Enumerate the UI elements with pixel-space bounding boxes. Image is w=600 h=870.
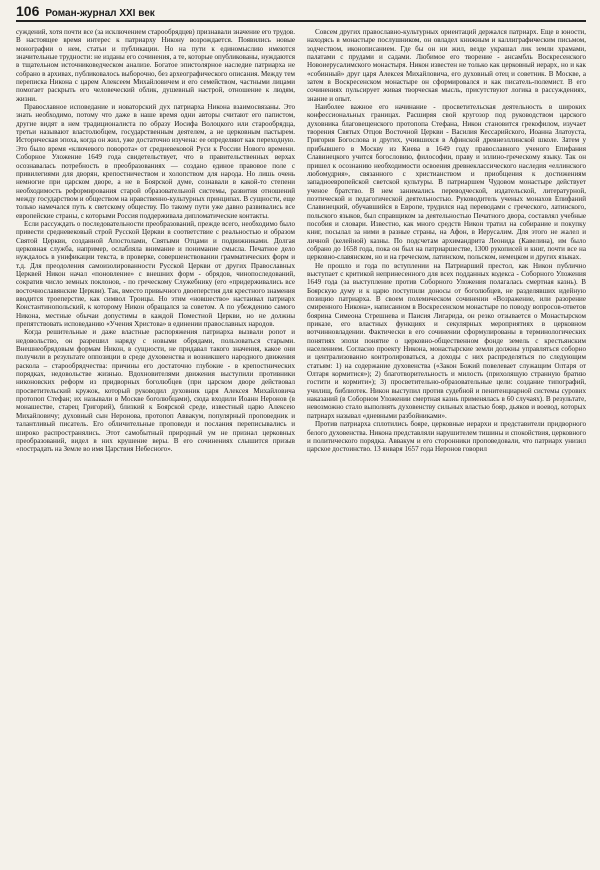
right-column — [307, 28, 586, 864]
paragraph: Наиболее важное его начинание - просветительская деятельность в широких конфессиональных границах. Расширяя свой кругозор под руководством царского духовника благовещенского протопопа Стефана, Никон становится грекофилом, изучает творения Святых Отцов Восточной Церкви - Василия Кессарийского, Иоанна Златоуста, Григория Богослова и других, учившихся в Афинской древнеэллинской школе. Затем у прибывшего в Москву из Киева в 1649 году православного ученого Епифания Славинецкого учится богословию, философии, праву и эллино-греческому языку. Так он пришел к осознанию необходимости освоения древнеклассического наследия «еллинского любомудрия», связанного с христианством и приобщения к достижениям западноевропейской светской культуры. В патриаршем Чудовом монастыре действует ученое братство. В нем занимались переводческой, издательской, литературной, поэтической и педагогической деятельностью. Руководитель ученых монахов Епифаний Славинецкий, обучавшийся в Европе, трудился над переводами с греческого, латинского, польского языков, был справщиком за деятельностью Печатного двора, составлял учебные пособия и словари. Известно, как много средств Никон тратил на собирание и покупку книг, посылал за ними в разные страны, на Афон, в Иерусалим. Для этого не жалел и личной (келейной) казны. По подсчетам архимандрита Леонида (Кавелина), им было собрано до 1658 года, пока он был на патриаршестве, 1300 рукописей и книг, почти все на церковно-славянском, но и на греческом, латинском, польском, немецком и других языках. — [307, 103, 586, 262]
page-header — [16, 4, 586, 22]
paragraph: Совсем других православно-культурных ориентаций держался патриарх. Еще в юности, находясь в монастыре послушником, он овладел книжным и каллиграфическим письмом, зодчеством, иконописанием. Где бы он ни жил, везде украшал лик земли храмами, палатами с прудами и садами. Любимое его творение - ансамбль Воскресенского Новоиерусалимского монастыря. Никон известен не только как церковный иерарх, но и как «собинный» друг царя Алексея Михайловича, его духовный отец и советник. В Москве, а затем в Воскресенском монастыре он сформировался и как писатель-полемист. В его сочинениях пульсирует живая творческая мысль, присутствуют логика в рассуждениях, знание и опыт. — [307, 28, 586, 103]
paragraph: Если рассуждать о последовательности преобразований, прежде всего, необходимо было привести средневековый строй Русской Церкви в соответствие с реальностью и образом Святой Церкви, созданной Апостолами, Святыми Отцами и подвижниками. Долгая церковная служба, например, ослабляла внимание и понимание смысла. Печатное дело нуждалось в унификации текста, в проверке, совершенствовании грамматических форм и т.д. Для преодоления самоизолированности Русской Церкви от других Православных Церквей Никон начал «поновление» с внешних форм - обрядов, чинопоследований, сократив число земных поклонов, - по греческому Служебнику (его «придерживались все восточнославянские Церкви). Так, вместо привычного двоеперстия для крестного знамения вводится троеперстие, как символ Троицы. Но этим «новшество» настаивал патриарх Константинопольский, к которому Никон обращался за советом. А по убеждению самого Никона, местные обычаи допустимы в каждой Поместной Церкви, но не должны препятствовать исповеданию «Учения Христова» в единении православных народов. — [16, 219, 295, 329]
paragraph: Против патриарха сплотились бояре, церковные иерархи и представители придворного белого духовенства. Никона представляли нарушителем тишины и спокойствия, церковного и политического порядка. Аввакум и его сторонники проповедовали, что патриарх унизил царское достоинство. 13 января 1657 года Неронов говорил — [307, 420, 586, 454]
page-number: 106 — [16, 3, 40, 19]
paragraph: Не прошло и года по вступлении на Патриарший престол, как Никон публично выступает с критикой непринесенного для всех подданных кодекса - Соборного Уложения 1649 года (за выступление против Соборного Уложения полагалась смертная казнь). В Боярскую думу и к царю поступили доносы от боголюбцев, не разделявших идейную позицию патриарха. В своем полемическом сочинении «Возражение, или разорение смиренного Никона», написанном в Воскресенском монастыре по поводу вопросов-ответов боярина Симеона Стрешнева и Паисия Лигарида, он резко отзывается о Монастырском приказе, его властных функциях и секулярных мероприятиях в церковном вотчинновладении. Фактически в его сочинении сформулированы в терминологических понятиях эпохи понятие о церковно-общественном фонде земель с крестьянским населением. Согласно проекту Никона, монастырские земли должны управляться соборно и централизованно контролироваться, а доходы с них распределяться по следующим статьям: 1) на содержание духовенства («Закон Божий повелевает служащим Олтаря от Олтаря кормитися»); 2) благотворительность и милость (прихолящую странную братию гостити и кормити»); 3) просветительно-образовательные цели: создание типографий, училищ, библиотек. Никон выступил против судебной и пенитенциарной системы сурових наказаний (в Соборном Уложении смертная казнь применялась в 60 случаях). В результате, невозможно стало выполнять духовенству сильных властью бояр, дьяков и воевод, которых патриарх называл «дневными разбойниками». — [307, 261, 586, 420]
journal-title: Роман-журнал XXI век — [45, 8, 155, 19]
left-column — [16, 28, 295, 864]
paragraph: суждений, хотя почти все (за исключением старообрядцев) признавали значение его трудов. В настоящее время интерес к патриарху Никону возрождается. Появились новые монографии о нем, статьи и публикации. Но на пути к единомыслию имеются значительные трудности: не изданы его сочинения, а те, которые опубликованы, нуждаются в тщательном источниковедческом анализе. Богатое эпистолярное наследие патриарха не собрано в архивах, публиковалось выборочно, без археографического описания. Между тем переписка Никона с царем Алексеем Михайловичем и его семейством, частными лицами помогает раскрыть его человеческий облик, душевный настрой, отношение к людям, жизни. — [16, 28, 295, 103]
paragraph: Православное исповедание и новаторский дух патриарха Никона взаимосвязаны. Это знать необходимо, потому что даже в наше время одни авторы считают его папистом, другие видят в нем традиционалиста по образу Иосифа Волоцкого или старообрядца, третьи называют властолюбцем, государственным деятелем, а не церковным пастырем. Историческая эпоха, когда он жил, уже достаточно изучена: ее определяют как переходную. Это было время «ключевого поворота» от средневековой Руси к России Нового времени. Соборное Уложение 1649 года свидетельствует, что в правительственных верхах осознавалась потребность в преобразованиях — создано единое правовое поле с привилегиями для дворян, крепостничеством и холопством для народа. Но лишь очень немногие при царском дворе, а не в Боярской думе, сознавали в какой-то степени необходимость реформирования старой образовательной системы, развития отношений между государством и обществом на нравственно-культурных принципах. В сущности, еще только намечался путь к светскому обществу. По такому пути уже давно развивались все европейские страны, с которыми Россия поддерживала дипломатические контакты. — [16, 103, 295, 220]
paragraph: Когда решительные и даже властные распоряжения патриарха вызвали ропот и недовольство, он разрешил наряду с новыми обрядами, пользоваться старыми. Внешнеобрядовым формам Никон, в сущности, не придавал такого значения, какое они получили в результате оппозиции в среде духовенства и возникшего народного движения раскола – старообрядчества: причины его достаточно глубокие - в крепостнических порядках, недовольстве жизнью. Вдохновителями движения выступили противники никоновских реформ из придворных боголюбцев (при царском дворе действовал просветительский кружок, который руководил духовник царя Алексея Михайловича протопоп Стефан; их называли в Москве боголюбцами), сюда входили Иоанн Неронов (в монашестве, старец Григорий), близкий к Боярской среде, известный царю Алексею Михайловичу; духовный сын Неронова, протопоп Аввакум, популярный проповедник и талантливый писатель. Его обличительные проповеди и послания переписывались и широко распространялись. Этот самобытный природный ум не признал церковных преобразований, видел в них крушение веры. В его сочинениях слышится призыв «пострадать на Земле во имя Царствия Небесного». — [16, 328, 295, 454]
article-body — [16, 28, 586, 864]
